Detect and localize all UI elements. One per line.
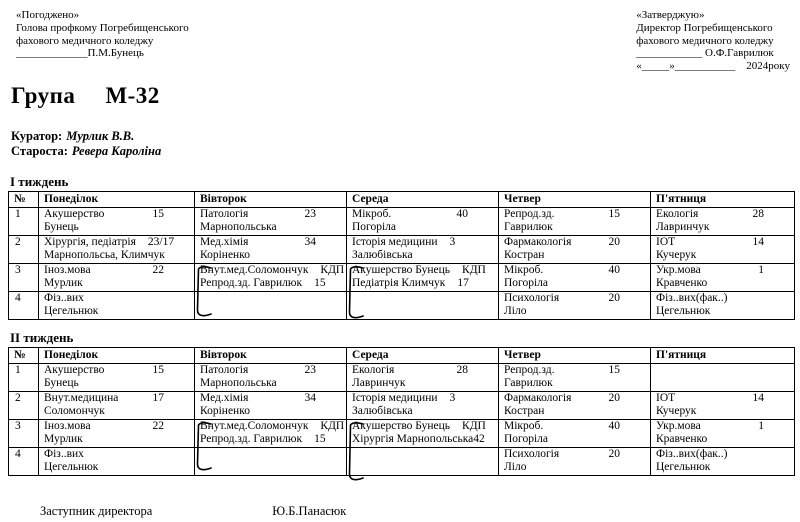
schedule-cell xyxy=(651,235,795,263)
group-name: М-32 xyxy=(105,82,160,108)
teacher-name: Мурлик xyxy=(44,433,83,446)
day-column-header: Понеділок xyxy=(39,191,195,207)
starosta-line xyxy=(11,144,800,159)
page-title xyxy=(11,83,800,109)
hours-value: 34 xyxy=(304,235,316,248)
day-column-header: Четвер xyxy=(499,191,651,207)
schedule-cell xyxy=(195,235,347,263)
lesson-line-1 xyxy=(352,208,498,222)
lesson-line-2 xyxy=(656,461,794,475)
hours-value: 15 xyxy=(152,363,164,376)
subject-name: Патологія xyxy=(200,363,249,376)
schedule-cell xyxy=(347,291,499,319)
schedule-cell xyxy=(499,291,651,319)
lesson-line-1 xyxy=(44,364,194,378)
week-1-section xyxy=(8,174,800,320)
lesson-line-1 xyxy=(504,392,650,406)
schedule-cell xyxy=(499,391,651,419)
schedule-row xyxy=(9,391,795,419)
num-column-header: № xyxy=(9,347,39,363)
schedule-cell xyxy=(499,419,651,447)
subject-name: Фіз..вих(фак..) xyxy=(656,447,728,460)
approval-line: Голова профкому Погребищенського xyxy=(16,21,189,34)
lesson-line-1 xyxy=(44,392,194,406)
lesson-line-2 xyxy=(200,405,346,419)
schedule-cell xyxy=(195,391,347,419)
teacher-name: Ліло xyxy=(504,305,527,318)
hours-value: 40 xyxy=(608,263,620,276)
subject-name: Репрод.зд. xyxy=(504,363,555,376)
teacher-name: Погоріла xyxy=(352,221,397,234)
lesson-number: 4 xyxy=(9,447,39,475)
hours-value: 40 xyxy=(608,419,620,432)
schedule-cell xyxy=(651,419,795,447)
approval-line: «Погоджено» xyxy=(16,9,80,21)
schedule-cell xyxy=(347,235,499,263)
subject-name: Мед.хімія xyxy=(200,391,249,404)
schedule-cell xyxy=(39,391,195,419)
teacher-name: Коріненко xyxy=(200,405,250,418)
lesson-line-2 xyxy=(504,433,650,447)
hours-value: 3 xyxy=(449,391,456,404)
subject-name: ІОТ xyxy=(656,235,676,248)
hours-value: 20 xyxy=(608,447,620,460)
day-column-header: Середа xyxy=(347,347,499,363)
subject-name: Репрод.зд. xyxy=(504,207,555,220)
lesson-line-2 xyxy=(352,221,498,235)
subject-name: Мед.хімія xyxy=(200,235,249,248)
hours-value: 3 xyxy=(449,235,456,248)
lesson-line-1 xyxy=(44,420,194,434)
hours-value: 28 xyxy=(752,207,764,220)
schedule-cell xyxy=(195,263,347,291)
lesson-line-1 xyxy=(504,208,650,222)
schedule-cell xyxy=(39,363,195,391)
subject-name: Історія медицини xyxy=(352,391,438,404)
hours-value: 15 xyxy=(608,207,620,220)
teacher-name: Цегельнюк xyxy=(44,305,99,318)
schedule-row xyxy=(9,419,795,447)
teacher-name: Ліло xyxy=(504,461,527,474)
teacher-name: Марнопольсьа, Климчук xyxy=(44,249,165,262)
lesson-line-2 xyxy=(656,405,794,419)
teacher-name: Кравченко xyxy=(656,277,708,290)
week-2-schedule-table xyxy=(8,347,795,476)
schedule-cell xyxy=(195,291,347,319)
hours-value: 22 xyxy=(152,263,164,276)
lesson-line-2 xyxy=(656,433,794,447)
teacher-name: Костран xyxy=(504,249,545,262)
hours-value: 1 xyxy=(758,419,764,432)
teacher-name: Репрод.зд. Гаврилюк xyxy=(200,277,303,290)
teacher-name: Погоріла xyxy=(504,433,549,446)
teacher-name: Бунець xyxy=(44,221,79,234)
lesson-line-2 xyxy=(504,405,650,419)
schedule-header-row xyxy=(9,347,795,363)
schedule-cell xyxy=(347,419,499,447)
lesson-line-2 xyxy=(44,405,194,419)
schedule-row xyxy=(9,207,795,235)
schedule-header-row xyxy=(9,191,795,207)
hours-value: КДП xyxy=(462,419,486,432)
curator-name: Мурлик В.В. xyxy=(66,128,135,143)
subject-name: ІОТ xyxy=(656,391,676,404)
day-column-header: Четвер xyxy=(499,347,651,363)
teacher-name: Погоріла xyxy=(504,277,549,290)
lesson-number: 3 xyxy=(9,263,39,291)
schedule-cell xyxy=(39,447,195,475)
lesson-line-2 xyxy=(352,277,498,291)
day-column-header: П'ятниця xyxy=(651,347,795,363)
schedule-cell xyxy=(195,419,347,447)
subject-name: Екологія xyxy=(656,207,699,220)
lesson-line-2 xyxy=(200,277,346,291)
schedule-cell xyxy=(499,263,651,291)
teacher-name: Коріненко xyxy=(200,249,250,262)
signature-line: _____________П.М.Бунець xyxy=(16,47,144,60)
starosta-label: Староста: xyxy=(11,143,68,158)
date-line: «_____»___________ 2024року xyxy=(636,60,790,73)
subject-name: Акушерство xyxy=(44,363,105,376)
schedule-cell xyxy=(39,207,195,235)
teacher-name: Залюбівська xyxy=(352,249,413,262)
lesson-line-1 xyxy=(200,208,346,222)
approval-header xyxy=(0,0,800,73)
lesson-line-2 xyxy=(352,405,498,419)
teacher-name: Марнопольська xyxy=(200,377,277,390)
subject-name: Історія медицини xyxy=(352,235,438,248)
lesson-line-2 xyxy=(44,221,194,235)
lesson-line-1 xyxy=(656,264,794,278)
lesson-line-2 xyxy=(200,221,346,235)
hours-value: 20 xyxy=(608,235,620,248)
subject-name: Мікроб. xyxy=(352,207,392,220)
teacher-name: Педіатрія Климчук xyxy=(352,277,446,290)
lesson-line-2 xyxy=(352,377,498,391)
starosta-name: Ревера Кароліна xyxy=(71,143,162,158)
subject-name: Внут.медицина xyxy=(44,391,119,404)
lesson-line-1 xyxy=(44,264,194,278)
curator-line xyxy=(11,129,800,144)
lesson-line-1 xyxy=(504,264,650,278)
subject-name: Мікроб. xyxy=(504,263,544,276)
schedule-cell xyxy=(347,447,499,475)
schedule-cell xyxy=(39,235,195,263)
lesson-line-2 xyxy=(44,377,194,391)
lesson-line-2 xyxy=(504,277,650,291)
day-column-header: П'ятниця xyxy=(651,191,795,207)
week-1-title: І тиждень xyxy=(10,173,69,189)
lesson-line-2 xyxy=(352,249,498,263)
lesson-line-1 xyxy=(44,208,194,222)
subject-name: Внут.мед.Соломончук xyxy=(200,263,309,276)
hours-value: 34 xyxy=(304,391,316,404)
lesson-line-1 xyxy=(504,420,650,434)
subject-name: Акушерство Бунець xyxy=(352,419,451,432)
subject-name: Укр.мова xyxy=(656,419,701,432)
teacher-name: Цегельнюк xyxy=(656,305,711,318)
teacher-name: Лавринчук xyxy=(352,377,406,390)
num-column-header: № xyxy=(9,191,39,207)
footer-position-label: Заступник директора xyxy=(40,503,153,518)
approval-right-block xyxy=(636,9,790,73)
lesson-number: 3 xyxy=(9,419,39,447)
lesson-line-2 xyxy=(504,221,650,235)
teacher-name: Кучерук xyxy=(656,249,697,262)
teacher-name: Залюбівська xyxy=(352,405,413,418)
lesson-line-2 xyxy=(504,249,650,263)
schedule-cell xyxy=(499,363,651,391)
lesson-line-1 xyxy=(656,236,794,250)
lesson-line-1 xyxy=(352,364,498,378)
day-column-header: Понеділок xyxy=(39,347,195,363)
lesson-line-2 xyxy=(352,433,498,447)
schedule-cell xyxy=(651,363,795,391)
lesson-line-2 xyxy=(44,461,194,475)
teacher-name: Кучерук xyxy=(656,405,697,418)
subject-name: Укр.мова xyxy=(656,263,701,276)
hours-value: КДП xyxy=(462,263,486,276)
hours-value: 15 xyxy=(314,277,326,290)
approval-line: «Затверджую» xyxy=(636,9,705,21)
lesson-line-2 xyxy=(200,249,346,263)
schedule-cell xyxy=(195,447,347,475)
hours-value: 40 xyxy=(456,207,468,220)
subject-name: Акушерство Бунець xyxy=(352,263,451,276)
lesson-number: 2 xyxy=(9,235,39,263)
teacher-name: Цегельнюк xyxy=(44,461,99,474)
teacher-name: Гаврилюк xyxy=(504,221,553,234)
lesson-line-2 xyxy=(200,377,346,391)
subject-name: Фармакологія xyxy=(504,391,572,404)
lesson-line-1 xyxy=(200,392,346,406)
approval-left-block xyxy=(16,9,189,73)
schedule-row xyxy=(9,363,795,391)
lesson-line-2 xyxy=(44,433,194,447)
schedule-cell xyxy=(651,263,795,291)
hours-value: 23/17 xyxy=(147,235,175,248)
schedule-cell xyxy=(347,391,499,419)
schedule-cell xyxy=(39,419,195,447)
lesson-line-1 xyxy=(656,448,794,462)
lesson-line-2 xyxy=(504,305,650,319)
curator-label: Куратор: xyxy=(11,128,63,143)
hours-value: 17 xyxy=(457,277,469,290)
document-footer xyxy=(40,504,800,519)
subject-name: Іноз.мова xyxy=(44,419,91,432)
hours-value: 28 xyxy=(456,363,468,376)
teacher-name: Соломончук xyxy=(44,405,105,418)
teacher-name: Костран xyxy=(504,405,545,418)
schedule-cell xyxy=(347,363,499,391)
teacher-name: Хірургія Марнопольська42 xyxy=(352,433,485,446)
subject-name: Патологія xyxy=(200,207,249,220)
schedule-cell xyxy=(499,447,651,475)
teacher-name: Марнопольська xyxy=(200,221,277,234)
teacher-name: Цегельнюк xyxy=(656,461,711,474)
approval-line: фахового медичного коледжу xyxy=(16,34,154,47)
lesson-line-1 xyxy=(656,208,794,222)
lesson-line-1 xyxy=(656,292,794,306)
subject-name: Екологія xyxy=(352,363,395,376)
schedule-cell xyxy=(651,291,795,319)
lesson-line-1 xyxy=(504,448,650,462)
lesson-line-1 xyxy=(200,236,346,250)
hours-value: КДП xyxy=(320,263,345,276)
subject-name: Психологія xyxy=(504,291,560,304)
group-label: Група xyxy=(11,82,76,108)
hours-value: 23 xyxy=(304,207,316,220)
hours-value: КДП xyxy=(320,419,345,432)
lesson-number: 2 xyxy=(9,391,39,419)
subject-name: Хірургія, педіатрія xyxy=(44,235,136,248)
lesson-number: 1 xyxy=(9,207,39,235)
subject-name: Фіз..вих(фак..) xyxy=(656,291,728,304)
lesson-line-1 xyxy=(352,392,498,406)
hours-value: 22 xyxy=(152,419,164,432)
schedule-cell xyxy=(651,447,795,475)
lesson-line-1 xyxy=(44,236,194,250)
schedule-cell xyxy=(499,235,651,263)
lesson-line-1 xyxy=(200,364,346,378)
lesson-line-1 xyxy=(504,292,650,306)
lesson-line-2 xyxy=(656,249,794,263)
signature-line: ____________ О.Ф.Гаврилюк xyxy=(636,47,774,60)
lesson-line-1 xyxy=(352,236,498,250)
schedule-cell xyxy=(195,207,347,235)
lesson-line-2 xyxy=(504,377,650,391)
lesson-line-1 xyxy=(504,364,650,378)
lesson-line-1 xyxy=(656,420,794,434)
hours-value: 1 xyxy=(758,263,764,276)
lesson-line-1 xyxy=(200,264,346,278)
week-2-title: ІІ тиждень xyxy=(10,329,74,345)
schedule-cell xyxy=(347,263,499,291)
lesson-line-1 xyxy=(44,292,194,306)
approval-line: фахового медичного коледжу xyxy=(636,34,774,47)
lesson-line-2 xyxy=(656,305,794,319)
schedule-cell xyxy=(651,391,795,419)
schedule-cell xyxy=(39,263,195,291)
lesson-line-1 xyxy=(44,448,194,462)
schedule-row xyxy=(9,291,795,319)
week-1-schedule-table xyxy=(8,191,795,320)
day-column-header: Вівторок xyxy=(195,347,347,363)
hours-value: 15 xyxy=(608,363,620,376)
teacher-name: Кравченко xyxy=(656,433,708,446)
hours-value: 23 xyxy=(304,363,316,376)
footer-signature-name: Ю.Б.Панасюк xyxy=(272,503,347,518)
schedule-cell xyxy=(195,363,347,391)
lesson-line-2 xyxy=(44,277,194,291)
lesson-line-2 xyxy=(44,249,194,263)
subject-name: Іноз.мова xyxy=(44,263,91,276)
schedule-cell xyxy=(39,291,195,319)
group-meta xyxy=(11,129,800,159)
hours-value: 17 xyxy=(152,391,164,404)
lesson-line-2 xyxy=(504,461,650,475)
lesson-line-1 xyxy=(200,420,346,434)
week-2-section xyxy=(8,330,800,476)
lesson-line-2 xyxy=(656,221,794,235)
subject-name: Внут.мед.Соломончук xyxy=(200,419,309,432)
lesson-number: 4 xyxy=(9,291,39,319)
lesson-line-2 xyxy=(44,305,194,319)
approval-line: Директор Погребищенського xyxy=(636,21,773,34)
hours-value: 14 xyxy=(752,391,764,404)
day-column-header: Середа xyxy=(347,191,499,207)
lesson-line-1 xyxy=(352,420,498,434)
schedule-cell xyxy=(651,207,795,235)
schedule-row xyxy=(9,263,795,291)
lesson-line-1 xyxy=(504,236,650,250)
subject-name: Фіз..вих xyxy=(44,447,84,460)
subject-name: Мікроб. xyxy=(504,419,544,432)
hours-value: 14 xyxy=(752,235,764,248)
schedule-row xyxy=(9,235,795,263)
hours-value: 20 xyxy=(608,391,620,404)
day-column-header: Вівторок xyxy=(195,191,347,207)
lesson-number: 1 xyxy=(9,363,39,391)
schedule-cell xyxy=(347,207,499,235)
lesson-line-1 xyxy=(656,392,794,406)
subject-name: Акушерство xyxy=(44,207,105,220)
lesson-line-1 xyxy=(352,264,498,278)
lesson-line-2 xyxy=(200,433,346,447)
teacher-name: Бунець xyxy=(44,377,79,390)
teacher-name: Репрод.зд. Гаврилюк xyxy=(200,433,303,446)
schedule-row xyxy=(9,447,795,475)
teacher-name: Мурлик xyxy=(44,277,83,290)
subject-name: Фармакологія xyxy=(504,235,572,248)
schedule-cell xyxy=(499,207,651,235)
hours-value: 15 xyxy=(314,433,326,446)
teacher-name: Лавринчук xyxy=(656,221,710,234)
lesson-line-2 xyxy=(656,277,794,291)
hours-value: 15 xyxy=(152,207,164,220)
subject-name: Фіз..вих xyxy=(44,291,84,304)
hours-value: 20 xyxy=(608,291,620,304)
subject-name: Психологія xyxy=(504,447,560,460)
teacher-name: Гаврилюк xyxy=(504,377,553,390)
